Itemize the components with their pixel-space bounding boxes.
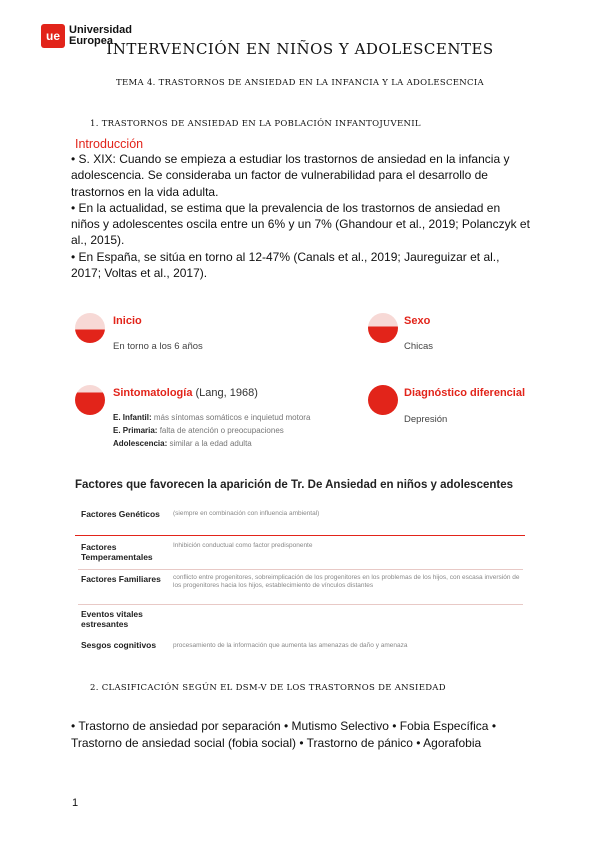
logo-text: Universidad Europea [69, 24, 132, 47]
intro-bullet: • En España, se sitúa en torno al 12-47% (Canals et al., 2019; Jaureguizar et al., 2017; Voltas et al., 2017). [71, 249, 500, 281]
sintomatologia-line: E. Primaria: falta de atención o preocupaciones [113, 426, 284, 435]
inicio-title: Inicio [113, 315, 142, 327]
diagnostico-title: Diagnóstico diferencial [404, 387, 526, 399]
page-number: 1 [72, 797, 79, 809]
section-1-heading: 1. TRASTORNOS DE ANSIEDAD EN LA POBLACIÓN INFANTOJUVENIL [90, 119, 421, 129]
page-subtitle: TEMA 4. TRASTORNOS DE ANSIEDAD EN LA INFANCIA Y LA ADOLESCENCIA [116, 78, 484, 88]
factors-divider [75, 535, 525, 536]
factor-row: Factores Familiares conflicto entre progenitores, sobreimplicación de los progenitores en los problemas de los hijos, con escasa inversión de los progenitores hacia los hijos, establecimiento de vínculos distantes [78, 570, 523, 605]
sintomatologia-cite: (Lang, 1968) [195, 387, 258, 399]
intro-bullet: • En la actualidad, se estima que la prevalencia de los trastornos de ansiedad en niños y adolescentes oscila entre un 6% y un 7% (Ghandour et al., 2019; Polanczyk et al., 2015). [71, 200, 530, 248]
diagnostico-text: Depresión [404, 414, 448, 425]
sintomatologia-icon [75, 385, 105, 415]
logo-mark: ue [41, 24, 65, 48]
factors-title: Factores que favorecen la aparición de Tr. De Ansiedad en niños y adolescentes [75, 479, 514, 491]
factor-row: Factores Temperamentales Inhibición conductual como factor predisponente [78, 538, 523, 570]
sintomatologia-title: Sintomatología (Lang, 1968) [113, 387, 258, 399]
sexo-title: Sexo [404, 315, 431, 327]
inicio-icon [75, 313, 105, 343]
sintomatologia-line: E. Infantil: más síntomas somáticos e inquietud motora [113, 413, 311, 422]
factor-row: Factores Genéticos (siempre en combinación con influencia ambiental) [81, 509, 320, 519]
sexo-icon [368, 313, 398, 343]
section-2-heading: 2. CLASIFICACIÓN SEGÚN EL DSM-V DE LOS TRASTORNOS DE ANSIEDAD [90, 683, 446, 693]
factor-row: Eventos vitales estresantes [81, 609, 143, 629]
intro-heading: Introducción [75, 137, 144, 151]
page-title: INTERVENCIÓN EN NIÑOS Y ADOLESCENTES [106, 40, 494, 58]
sexo-text: Chicas [404, 341, 434, 352]
intro-text [71, 151, 531, 281]
factor-row: Sesgos cognitivos procesamiento de la información que aumenta las amenazas de daño y amenaza [81, 640, 408, 650]
sintomatologia-line: Adolescencia: similar a la edad adulta [113, 439, 252, 448]
inicio-text: En torno a los 6 años [113, 341, 203, 352]
classification-list: • Trastorno de ansiedad por separación • Mutismo Selectivo • Fobia Específica • Trastorno de ansiedad social (fobia social) • Trastorno de pánico • Agorafobia [71, 719, 497, 750]
intro-bullet: • S. XIX: Cuando se empieza a estudiar los trastornos de ansiedad en la infancia y adolescencia. Se consideraba un factor de vulnerabilidad para el desarrollo de trastornos en la vida adulta. [71, 152, 510, 199]
sintomatologia-list [113, 411, 310, 450]
diagnostico-icon [368, 385, 398, 415]
